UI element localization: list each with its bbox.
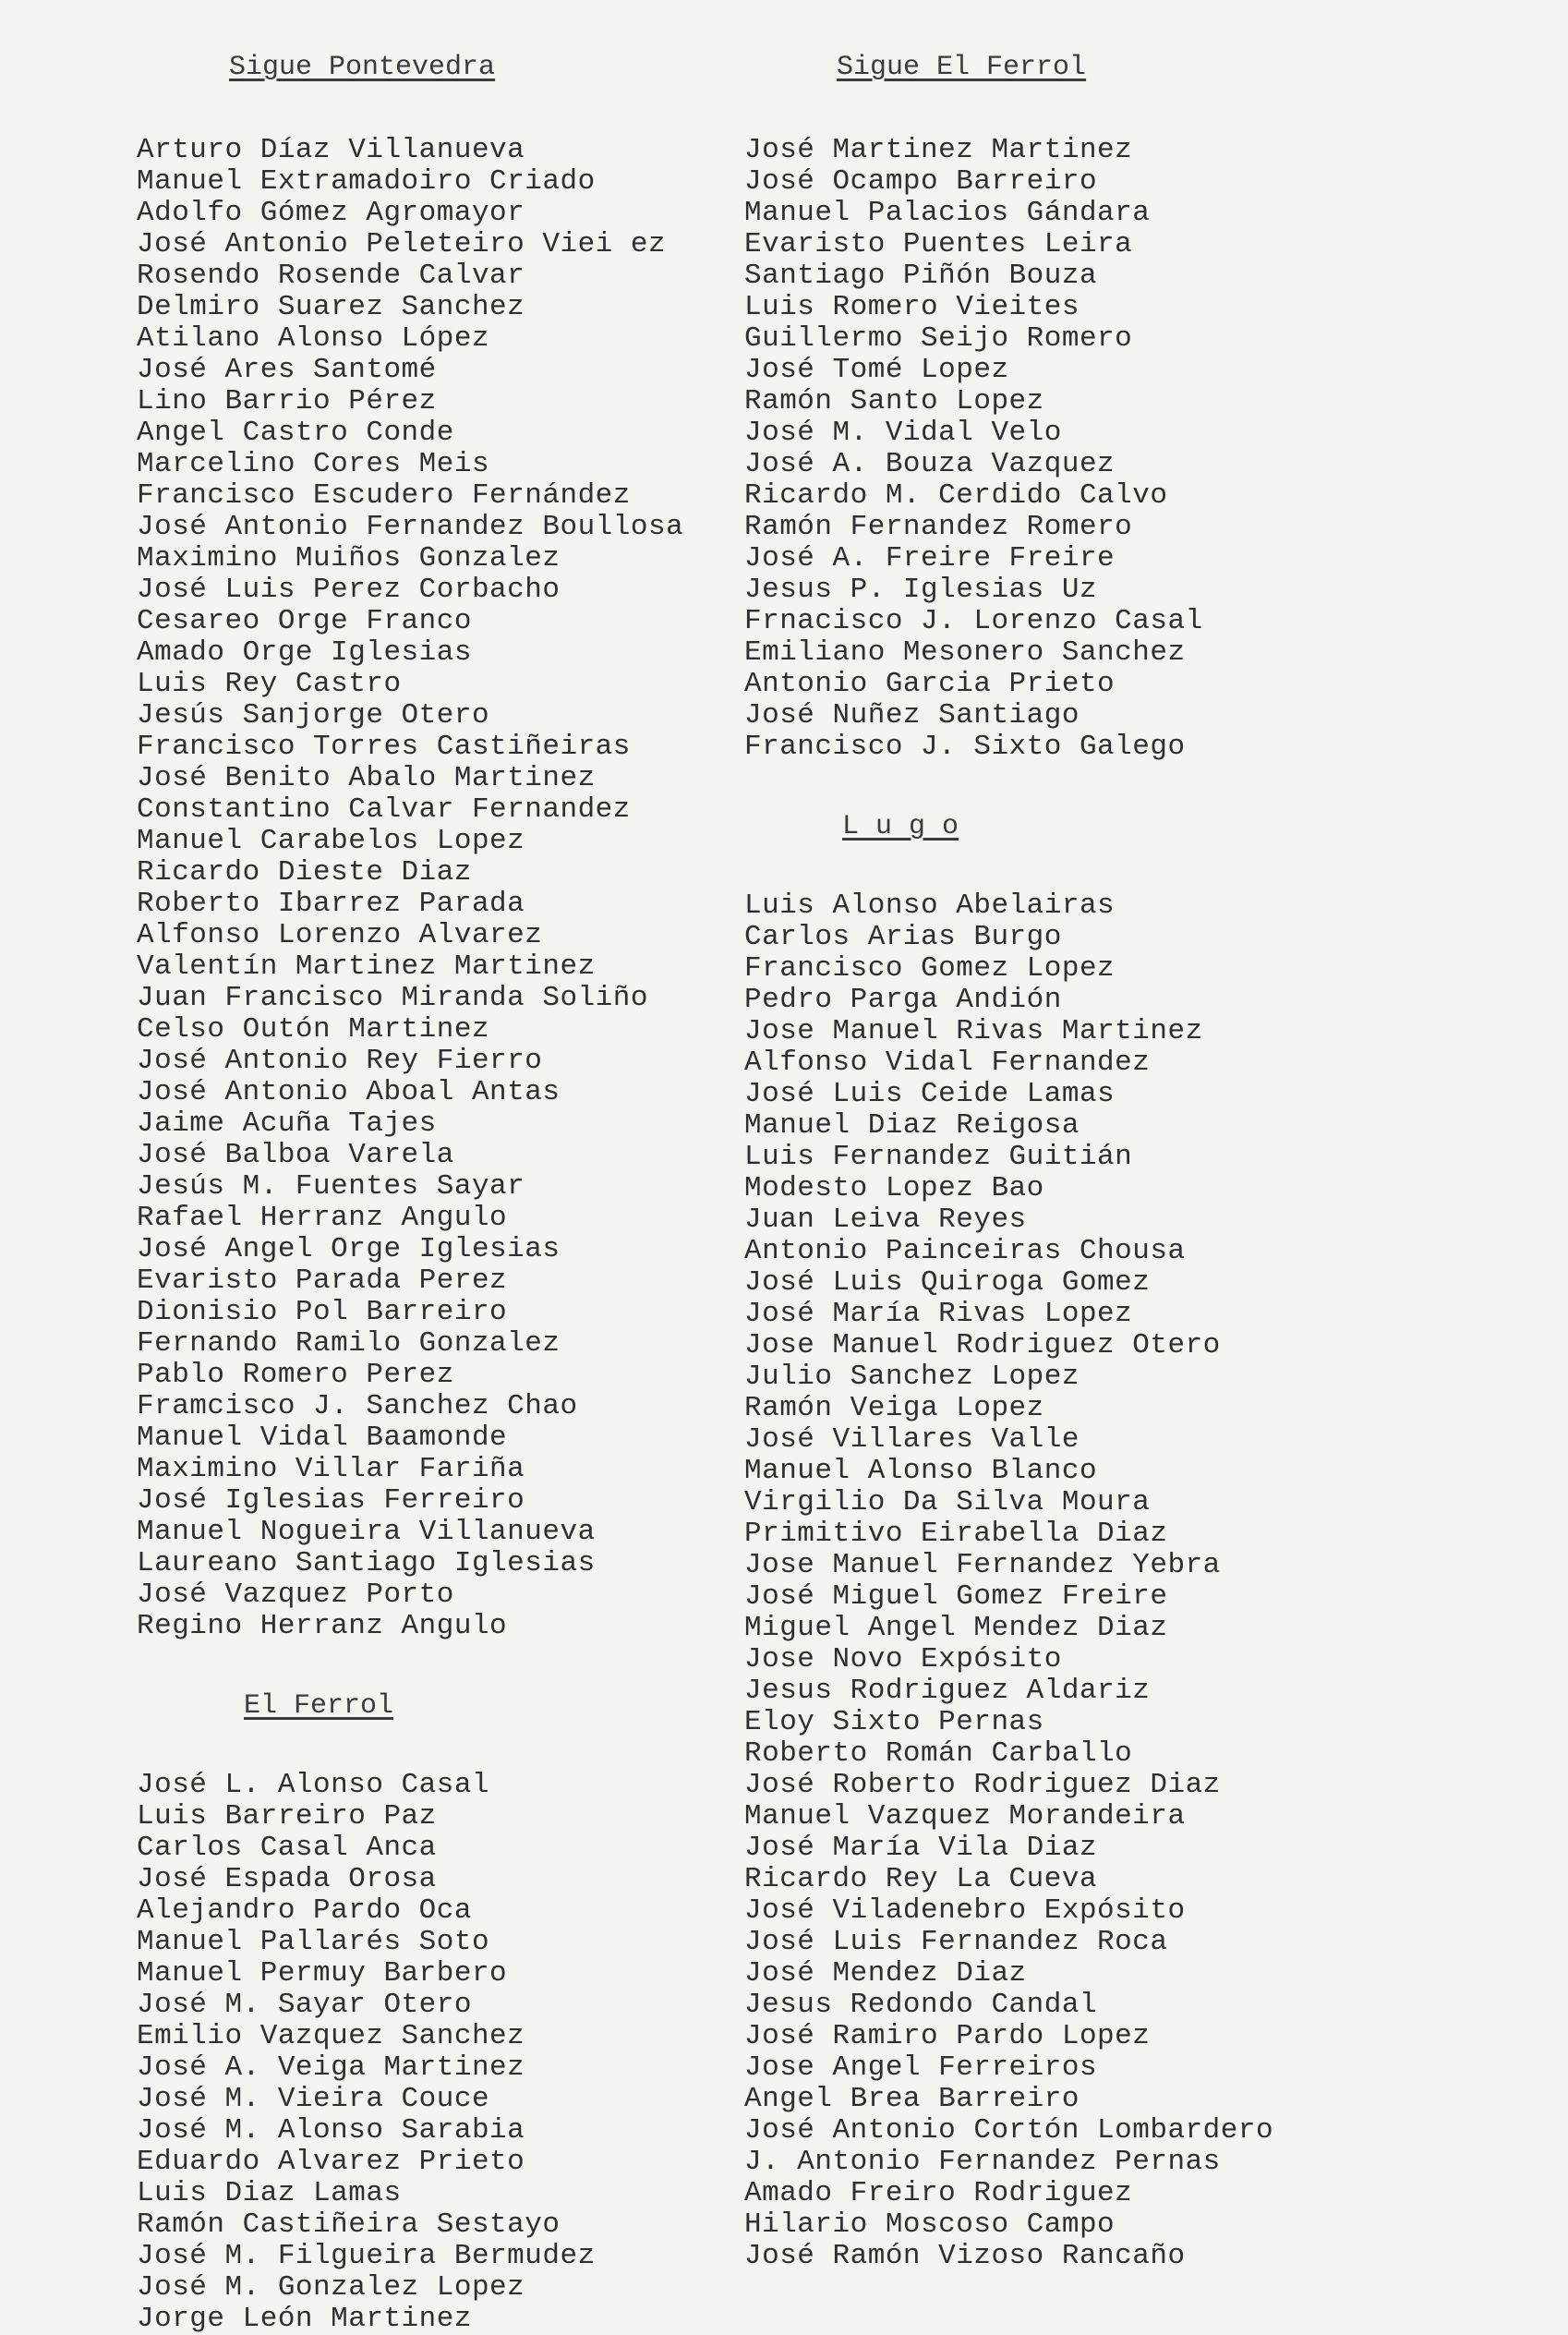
name-entry: Manuel Palacios Gándara xyxy=(744,197,1151,229)
name-entry: Fernando Ramilo Gonzalez xyxy=(137,1327,561,1360)
name-entry: José Angel Orge Iglesias xyxy=(137,1233,561,1265)
name-entry: Amado Orge Iglesias xyxy=(137,636,472,669)
name-entry: Jose Manuel Rivas Martinez xyxy=(744,1015,1203,1047)
right-column xyxy=(744,52,1273,2272)
name-entry: José Luis Fernandez Roca xyxy=(744,1926,1168,1958)
name-entry: Jesús M. Fuentes Sayar xyxy=(137,1170,525,1203)
name-entry: Virgilio Da Silva Moura xyxy=(744,1486,1151,1518)
name-entry: Manuel Carabelos Lopez xyxy=(137,825,525,857)
name-entry: José Ramiro Pardo Lopez xyxy=(744,2020,1151,2052)
name-entry: Delmiro Suarez Sanchez xyxy=(137,291,525,323)
name-entry: José María Rivas Lopez xyxy=(744,1298,1133,1330)
name-entry: Carlos Casal Anca xyxy=(137,1832,437,1864)
name-entry: Antonio Painceiras Chousa xyxy=(744,1235,1186,1267)
name-entry: Lino Barrio Pérez xyxy=(137,385,437,417)
name-entry: Manuel Extramadoiro Criado xyxy=(137,165,596,198)
name-entry: Framcisco J. Sanchez Chao xyxy=(137,1390,578,1422)
name-entry: Jorge León Martinez xyxy=(137,2303,472,2335)
name-entry: Eloy Sixto Pernas xyxy=(744,1706,1044,1738)
name-entry: Ramón Fernandez Romero xyxy=(744,511,1133,543)
name-entry: José A. Freire Freire xyxy=(744,542,1116,575)
name-entry: Adolfo Gómez Agromayor xyxy=(137,197,525,229)
name-entry: Antonio Garcia Prieto xyxy=(744,668,1116,700)
name-entry: José Luis Ceide Lamas xyxy=(744,1078,1116,1110)
name-entry: José Martinez Martinez xyxy=(744,134,1133,166)
name-entry: Valentín Martinez Martinez xyxy=(137,950,596,983)
section-title-sigue-pontevedra: Sigue Pontevedra xyxy=(229,52,496,83)
name-entry: Modesto Lopez Bao xyxy=(744,1172,1044,1204)
name-entry: José Antonio Rey Fierro xyxy=(137,1045,543,1077)
name-entry: Luis Barreiro Paz xyxy=(137,1800,437,1833)
name-entry: Evaristo Puentes Leira xyxy=(744,228,1133,260)
name-entry: José Antonio Fernandez Boullosa xyxy=(137,511,684,543)
name-entry: Ricardo Dieste Diaz xyxy=(137,856,472,889)
name-entry: José M. Gonzalez Lopez xyxy=(137,2271,525,2304)
name-entry: José Antonio Cortón Lombardero xyxy=(744,2114,1274,2147)
name-entry: Miguel Angel Mendez Diaz xyxy=(744,1612,1168,1644)
name-entry: Ramón Castiñeira Sestayo xyxy=(137,2208,561,2241)
name-entry: José Ares Santomé xyxy=(137,354,437,386)
name-entry: José Benito Abalo Martinez xyxy=(137,762,596,794)
name-entry: Emilio Vazquez Sanchez xyxy=(137,2020,525,2052)
name-entry: Manuel Vidal Baamonde xyxy=(137,1422,508,1454)
name-entry: Francisco Torres Castiñeiras xyxy=(137,731,631,763)
name-entry: José M. Sayar Otero xyxy=(137,1989,472,2021)
name-entry: Juan Francisco Miranda Soliño xyxy=(137,982,648,1014)
name-entry: Rafael Herranz Angulo xyxy=(137,1202,508,1234)
name-list-lugo xyxy=(744,890,1273,2272)
name-entry: Jaime Acuña Tajes xyxy=(137,1107,437,1140)
name-entry: Jesús Sanjorge Otero xyxy=(137,699,490,732)
name-entry: Laureano Santiago Iglesias xyxy=(137,1547,596,1579)
left-column xyxy=(137,52,683,2335)
name-entry: Jesus Redondo Candal xyxy=(744,1989,1098,2021)
name-entry: Pedro Parga Andión xyxy=(744,984,1062,1016)
name-entry: Ricardo M. Cerdido Calvo xyxy=(744,479,1168,512)
name-entry: José M. Alonso Sarabia xyxy=(137,2114,525,2147)
name-entry: Francisco Escudero Fernández xyxy=(137,479,631,512)
name-entry: Angel Castro Conde xyxy=(137,417,454,449)
name-entry: José A. Veiga Martinez xyxy=(137,2051,525,2084)
name-entry: Angel Brea Barreiro xyxy=(744,2083,1080,2115)
name-entry: Cesareo Orge Franco xyxy=(137,605,472,637)
name-entry: Maximino Villar Fariña xyxy=(137,1453,525,1485)
name-entry: José Villares Valle xyxy=(744,1423,1080,1456)
name-entry: Luis Fernandez Guitián xyxy=(744,1141,1133,1173)
name-entry: Jose Manuel Rodriguez Otero xyxy=(744,1329,1221,1361)
name-entry: Pablo Romero Perez xyxy=(137,1359,454,1391)
name-entry: Celso Outón Martinez xyxy=(137,1013,490,1046)
name-entry: José Mendez Diaz xyxy=(744,1957,1027,1990)
section-title-el-ferrol: El Ferrol xyxy=(244,1690,394,1722)
name-entry: José M. Vieira Couce xyxy=(137,2083,490,2115)
name-entry: Maximino Muiños Gonzalez xyxy=(137,542,561,575)
name-entry: Primitivo Eirabella Diaz xyxy=(744,1518,1168,1550)
name-entry: José Nuñez Santiago xyxy=(744,699,1080,732)
name-entry: José A. Bouza Vazquez xyxy=(744,448,1116,480)
name-entry: Jose Manuel Fernandez Yebra xyxy=(744,1549,1221,1581)
name-entry: José María Vila Diaz xyxy=(744,1832,1098,1864)
name-entry: José Antonio Peleteiro Viei ez xyxy=(137,228,667,260)
name-entry: Luis Romero Vieites xyxy=(744,291,1080,323)
name-list-el-ferrol-continued xyxy=(744,135,1273,763)
name-entry: Amado Freiro Rodriguez xyxy=(744,2177,1133,2209)
name-list-pontevedra xyxy=(137,135,683,1642)
name-entry: Luis Alonso Abelairas xyxy=(744,889,1116,922)
name-entry: José Espada Orosa xyxy=(137,1863,437,1895)
name-entry: José Ramón Vizoso Rancaño xyxy=(744,2240,1186,2272)
name-entry: José Iglesias Ferreiro xyxy=(137,1484,525,1517)
name-entry: Julio Sanchez Lopez xyxy=(744,1361,1080,1393)
name-entry: Rosendo Rosende Calvar xyxy=(137,260,525,292)
name-entry: Manuel Vazquez Morandeira xyxy=(744,1800,1186,1833)
name-entry: Constantino Calvar Fernandez xyxy=(137,793,631,826)
name-entry: José Antonio Aboal Antas xyxy=(137,1076,561,1108)
name-entry: Ricardo Rey La Cueva xyxy=(744,1863,1098,1895)
name-entry: José Luis Quiroga Gomez xyxy=(744,1266,1151,1299)
name-entry: Alfonso Lorenzo Alvarez xyxy=(137,919,543,951)
name-entry: Manuel Pallarés Soto xyxy=(137,1926,490,1958)
name-entry: Atilano Alonso López xyxy=(137,322,490,355)
name-entry: J. Antonio Fernandez Pernas xyxy=(744,2146,1221,2178)
name-entry: Jesus P. Iglesias Uz xyxy=(744,574,1098,606)
name-entry: José Miguel Gomez Freire xyxy=(744,1580,1168,1613)
name-entry: Jose Novo Expósito xyxy=(744,1643,1062,1676)
name-entry: José M. Vidal Velo xyxy=(744,417,1062,449)
name-entry: Francisco J. Sixto Galego xyxy=(744,731,1186,763)
name-entry: Alfonso Vidal Fernandez xyxy=(744,1047,1151,1079)
name-entry: Evaristo Parada Perez xyxy=(137,1264,508,1297)
name-entry: Jesus Rodriguez Aldariz xyxy=(744,1675,1151,1707)
name-entry: José Balboa Varela xyxy=(137,1139,454,1171)
name-entry: José Luis Perez Corbacho xyxy=(137,574,561,606)
name-entry: Frnacisco J. Lorenzo Casal xyxy=(744,605,1203,637)
name-entry: José Roberto Rodriguez Diaz xyxy=(744,1769,1221,1801)
name-entry: Francisco Gomez Lopez xyxy=(744,952,1116,985)
name-entry: Ramón Veiga Lopez xyxy=(744,1392,1044,1424)
name-entry: Ramón Santo Lopez xyxy=(744,385,1044,417)
name-entry: Manuel Nogueira Villanueva xyxy=(137,1516,596,1548)
name-entry: José Vazquez Porto xyxy=(137,1579,454,1611)
name-entry: José L. Alonso Casal xyxy=(137,1769,490,1801)
name-entry: Arturo Díaz Villanueva xyxy=(137,134,525,166)
name-entry: Juan Leiva Reyes xyxy=(744,1204,1027,1236)
name-entry: Roberto Román Carballo xyxy=(744,1737,1133,1770)
section-title-lugo: L u g o xyxy=(842,811,959,842)
name-entry: José Ocampo Barreiro xyxy=(744,165,1098,198)
name-list-el-ferrol xyxy=(137,1770,683,2335)
name-entry: José Tomé Lopez xyxy=(744,354,1009,386)
name-entry: Regino Herranz Angulo xyxy=(137,1610,508,1642)
name-entry: Roberto Ibarrez Parada xyxy=(137,888,525,920)
name-entry: Marcelino Cores Meis xyxy=(137,448,490,480)
name-entry: Manuel Permuy Barbero xyxy=(137,1957,508,1990)
name-entry: Santiago Piñón Bouza xyxy=(744,260,1098,292)
name-entry: Hilario Moscoso Campo xyxy=(744,2208,1116,2241)
name-entry: Luis Diaz Lamas xyxy=(137,2177,402,2209)
name-entry: Manuel Alonso Blanco xyxy=(744,1455,1098,1487)
name-entry: Dionisio Pol Barreiro xyxy=(137,1296,508,1328)
name-entry: Jose Angel Ferreiros xyxy=(744,2051,1098,2084)
name-entry: Manuel Diaz Reigosa xyxy=(744,1109,1080,1142)
section-title-sigue-el-ferrol: Sigue El Ferrol xyxy=(837,52,1087,83)
name-entry: Carlos Arias Burgo xyxy=(744,921,1062,953)
name-entry: Guillermo Seijo Romero xyxy=(744,322,1133,355)
name-entry: Alejandro Pardo Oca xyxy=(137,1894,472,1927)
name-entry: Emiliano Mesonero Sanchez xyxy=(744,636,1186,669)
name-entry: Luis Rey Castro xyxy=(137,668,402,700)
name-entry: Eduardo Alvarez Prieto xyxy=(137,2146,525,2178)
name-entry: José M. Filgueira Bermudez xyxy=(137,2240,596,2272)
name-entry: José Viladenebro Expósito xyxy=(744,1894,1186,1927)
